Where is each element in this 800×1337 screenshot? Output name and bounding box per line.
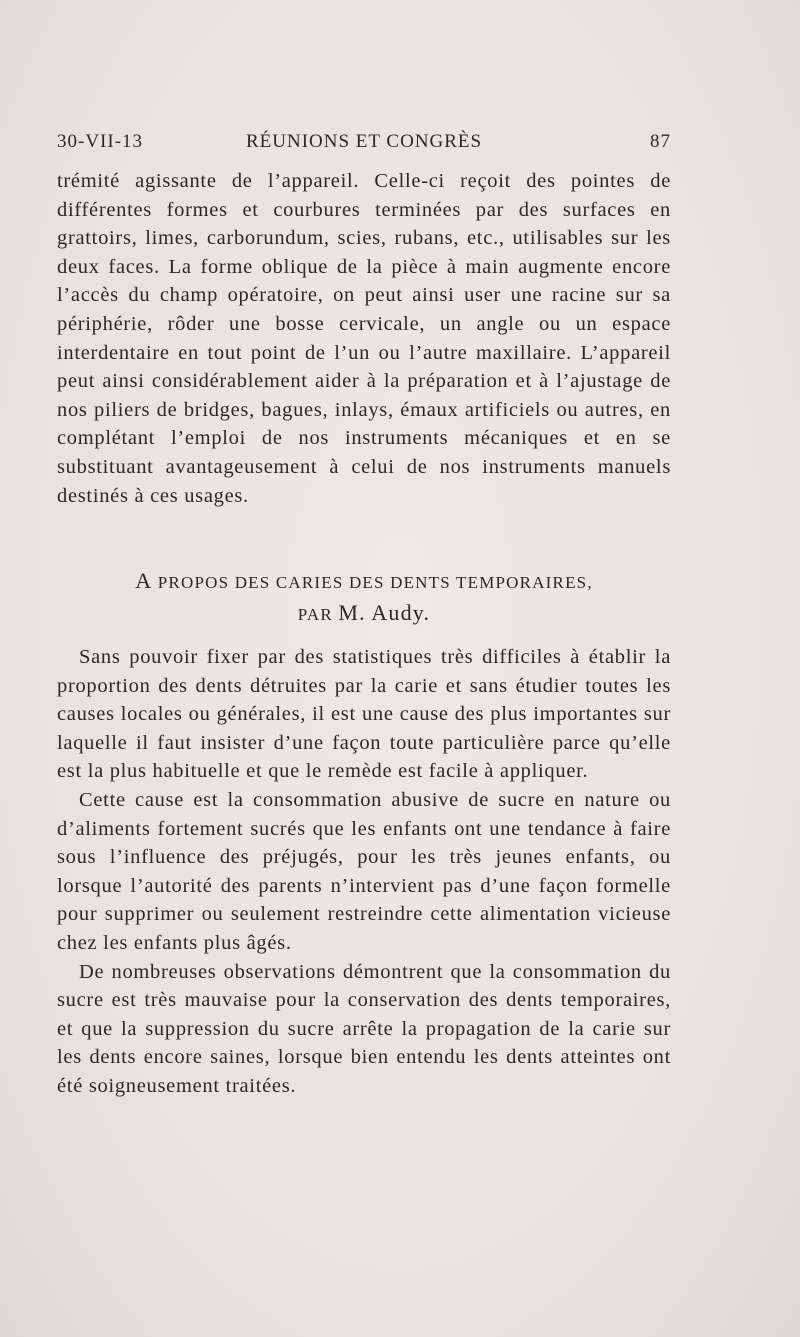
title-text: PROPOS DES CARIES DES DENTS TEMPORAIRES, <box>157 573 593 592</box>
paragraph: trémité agissante de l’appareil. Celle-ci reçoit des pointes de différentes formes et courbures terminées par des surfaces en grattoirs, limes, carborundum, scies, rubans, etc., utilisables sur les deux faces. La forme oblique de la pièce à main augmente encore l’accès du champ opératoire, on peut ainsi user une racine sur sa périphérie, rôder une bosse cervicale, un angle ou un espace interdentaire en tout point de l’un ou l’autre maxillaire. L’appareil peut ainsi considérablement aider à la préparation et à l’ajustage de nos piliers de bridges, bagues, inlays, émaux artificiels ou autres, en complétant l’emploi de nos instruments mécaniques et en se substituant avantageusement à celui de nos instruments manuels destinés à ces usages. <box>57 170 671 507</box>
article-body <box>57 643 671 1101</box>
title-by: PAR <box>297 605 333 624</box>
continued-section <box>57 167 671 510</box>
paragraph: De nombreuses observations démontrent que la consommation du sucre est très mauvaise pour la conservation des dents temporaires, et que la suppression du sucre arrête la propagation de la carie sur les dents encore saines, lorsque bien entendu les dents atteintes ont été soigneusement traitées. <box>57 960 671 1097</box>
running-header <box>57 131 671 161</box>
paragraph: Cette cause est la consommation abusive de sucre en nature ou d’aliments fortement sucrés que les enfants ont une tendance à faire sous l’influence des préjugés, pour les très jeunes enfants, ou lorsque l’autorité des parents n’intervient pas d’une façon formelle pour supprimer ou seulement restreindre cette alimentation vicieuse chez les enfants plus âgés. <box>57 788 671 954</box>
header-date: 30-VII-13 <box>57 131 144 152</box>
paragraph: Sans pouvoir fixer par des statistiques très difficiles à établir la proportion des dents détruites par la carie et sans étudier toutes les causes locales ou générales, il est une cause des plus importantes sur laquelle il faut insister d’une façon toute particulière parce qu’elle est la plus habituelle et que le remède est facile à appliquer. <box>57 646 671 783</box>
title-initial: A <box>135 568 153 593</box>
title-author: M. Audy. <box>338 600 431 625</box>
title-line-2 <box>57 598 671 630</box>
article-title <box>57 566 671 630</box>
header-section-title: RÉUNIONS ET CONGRÈS <box>246 131 483 152</box>
title-line-1 <box>57 566 671 598</box>
page-number: 87 <box>650 131 671 152</box>
